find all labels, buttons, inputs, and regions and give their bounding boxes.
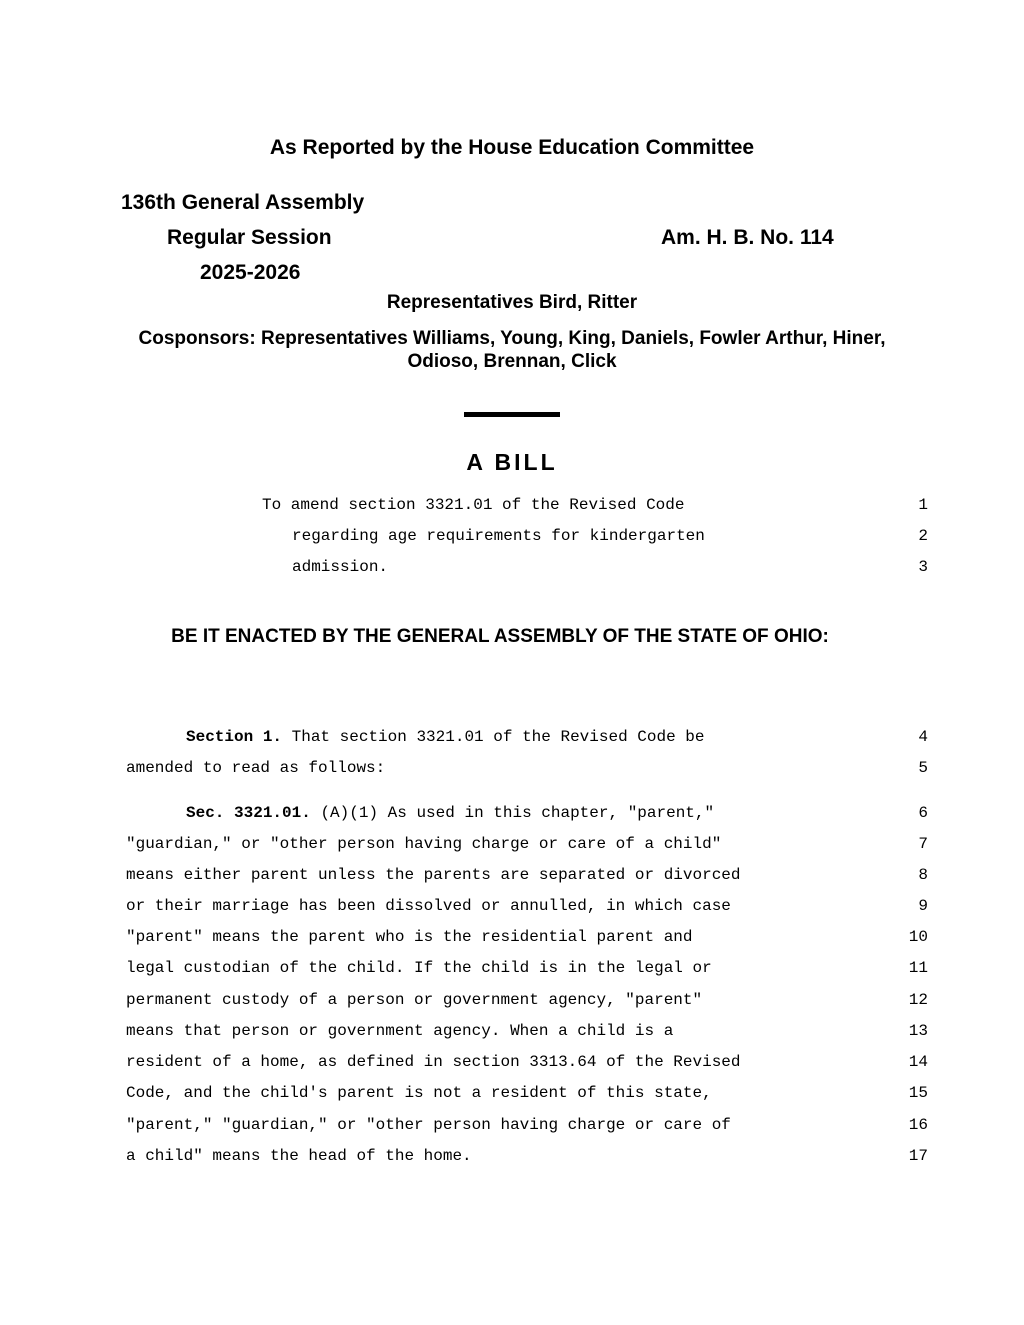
section-text-line: means that person or government agency. When a child is a xyxy=(126,1022,674,1040)
title-line: admission. xyxy=(292,558,389,576)
line-number: 5 xyxy=(918,759,928,777)
section-text-line: means either parent unless the parents are separated or divorced xyxy=(126,866,741,884)
line-number: 2 xyxy=(918,527,928,545)
enacting-clause: BE IT ENACTED BY THE GENERAL ASSEMBLY OF THE STATE OF OHIO: xyxy=(171,626,829,647)
section-text-line: amended to read as follows: xyxy=(126,759,386,777)
section-text-line: permanent custody of a person or government agency, "parent" xyxy=(126,991,703,1009)
line-number: 12 xyxy=(908,991,928,1009)
line-number: 10 xyxy=(908,928,928,946)
line-number: 14 xyxy=(908,1053,928,1071)
session-years: 2025-2026 xyxy=(200,261,301,284)
line-number: 13 xyxy=(908,1022,928,1040)
section-text-line: "guardian," or "other person having charge or care of a child" xyxy=(126,835,722,853)
line-number: 16 xyxy=(908,1116,928,1134)
line-number: 7 xyxy=(918,835,928,853)
section-text-line: "parent," "guardian," or "other person having charge or care of xyxy=(126,1116,731,1134)
title-line: regarding age requirements for kindergarten xyxy=(292,527,705,545)
section-text-line: resident of a home, as defined in section 3313.64 of the Revised xyxy=(126,1053,741,1071)
section-label: Section 1. xyxy=(186,728,283,746)
title-line: To amend section 3321.01 of the Revised Code xyxy=(262,496,685,514)
status-line: As Reported by the House Education Committee xyxy=(269,136,755,159)
general-assembly: 136th General Assembly xyxy=(121,191,365,214)
cosponsors: Cosponsors: Representatives Williams, Young, King, Daniels, Fowler Arthur, Hiner, Odioso, Brennan, Click xyxy=(138,328,886,372)
session: Regular Session xyxy=(167,226,332,249)
divider-rule xyxy=(464,412,560,417)
section-text-line: or their marriage has been dissolved or annulled, in which case xyxy=(126,897,731,915)
line-number: 11 xyxy=(908,959,928,977)
line-number: 4 xyxy=(918,728,928,746)
line-number: 1 xyxy=(918,496,928,514)
line-number: 17 xyxy=(908,1147,928,1165)
section-label: Sec. 3321.01. xyxy=(186,804,311,822)
section-text-line: Code, and the child's parent is not a resident of this state, xyxy=(126,1084,712,1102)
section-text: (A)(1) As used in this chapter, "parent," xyxy=(320,804,715,822)
line-number: 3 xyxy=(918,558,928,576)
bill-number: Am. H. B. No. 114 xyxy=(661,226,834,249)
line-number: 8 xyxy=(918,866,928,884)
line-number: 15 xyxy=(908,1084,928,1102)
section-paragraph-line xyxy=(186,728,705,746)
bill-heading: A BILL xyxy=(466,449,558,475)
line-number: 9 xyxy=(918,897,928,915)
section-text-line: "parent" means the parent who is the residential parent and xyxy=(126,928,693,946)
section-paragraph-line xyxy=(186,804,714,822)
sponsors: Representatives Bird, Ritter xyxy=(386,292,638,313)
section-text-line: legal custodian of the child. If the child is in the legal or xyxy=(126,959,712,977)
line-number: 6 xyxy=(918,804,928,822)
section-text: That section 3321.01 of the Revised Code be xyxy=(291,728,705,746)
section-text-line: a child" means the head of the home. xyxy=(126,1147,472,1165)
